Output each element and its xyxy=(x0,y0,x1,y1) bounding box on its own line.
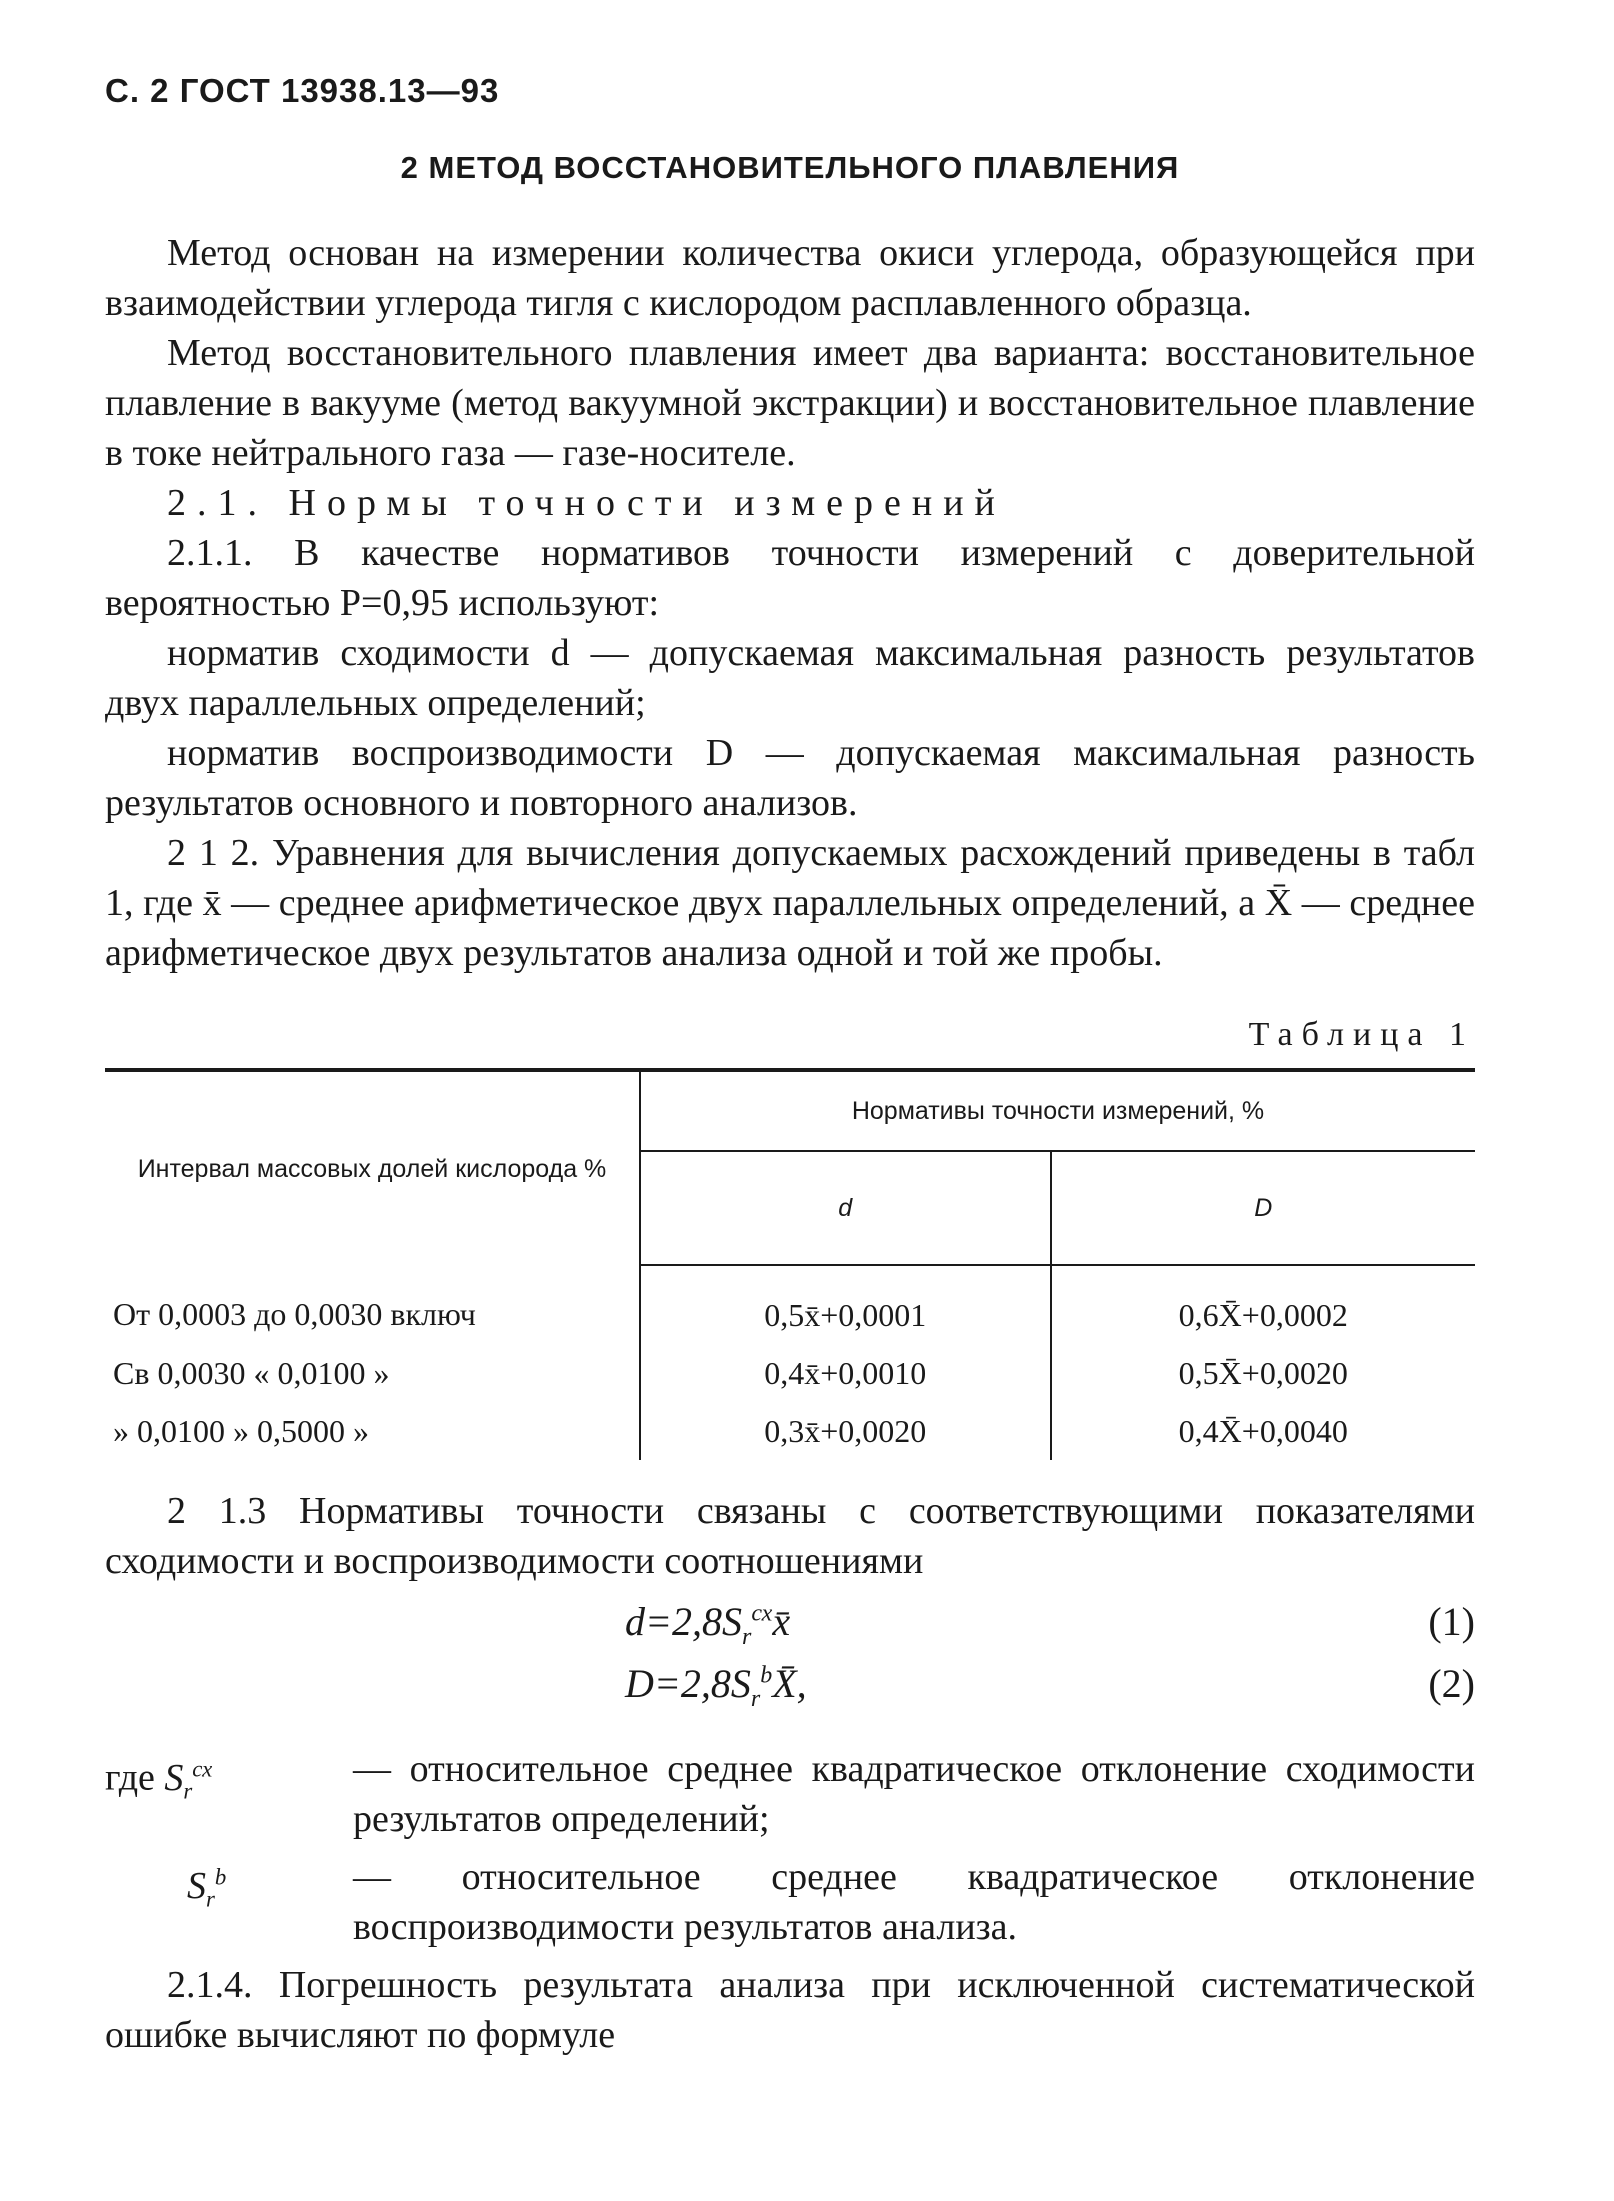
paragraph-method-basis: Метод основан на измерении количества окиси углерода, образующейся при взаимодействии углерода тигля с кислородом расплавленного образца. xyxy=(105,232,1475,324)
cell-d: 0,5x̄+0,0001 xyxy=(640,1265,1051,1344)
paragraph-method-variants: Метод восстановительного плавления имеет два варианта: восстановительное плавление в вакууме (метод вакуумной экстракции) и восстановительное плавление в токе нейтрального газа — газе-носителе. xyxy=(105,332,1475,474)
cell-interval: Св 0,0030 « 0,0100 » xyxy=(105,1344,640,1402)
formula-1 xyxy=(105,1598,1475,1660)
column-header-D: D xyxy=(1051,1151,1475,1265)
cell-D: 0,6X̄+0,0002 xyxy=(1178,1296,1348,1333)
definition-lead: где xyxy=(105,1756,155,1799)
cell-d: 0,3x̄+0,0020 xyxy=(640,1402,1051,1460)
definition-symbol: $S_r^b$ xyxy=(187,1864,227,1912)
formula-1-number: (1) xyxy=(1428,1599,1475,1644)
table-caption: Таблица 1 xyxy=(1248,1016,1475,1053)
column-header-interval: Интервал массовых долей кислорода % xyxy=(105,1070,640,1265)
paragraph-norm-d: норматив сходимости d — допускаемая максимальная разность результатов двух параллельных определений; xyxy=(105,632,1475,724)
formula-1-expression: $d=2,8S_r^{сх}x̄$ xyxy=(625,1599,791,1650)
definition-item xyxy=(105,1852,1475,1952)
definition-text: — относительное среднее квадратическое отклонение воспроизводимости результатов анализа. xyxy=(353,1856,1475,1948)
definition-item xyxy=(105,1744,1475,1844)
paragraph-2-1-3: 2 1.3 Нормативы точности связаны с соответствующими показателями сходимости и воспроизводимости соотношениями xyxy=(105,1490,1475,1582)
formula-2-number: (2) xyxy=(1428,1661,1475,1706)
definitions-list xyxy=(105,1744,1475,1952)
section-title: 2 МЕТОД ВОССТАНОВИТЕЛЬНОГО ПЛАВЛЕНИЯ xyxy=(400,150,1180,185)
formula-2 xyxy=(105,1660,1475,1722)
paragraph-2-1-4: 2.1.4. Погрешность результата анализа при исключенной систематической ошибке вычисляют по формуле xyxy=(105,1964,1475,2056)
definition-symbol: $S_r^{сх}$ xyxy=(164,1756,213,1804)
column-header-group: Нормативы точности измерений, % xyxy=(640,1070,1475,1151)
accuracy-table xyxy=(105,1068,1475,1460)
document-page xyxy=(105,60,1475,2060)
cell-d: 0,4x̄+0,0010 xyxy=(640,1344,1051,1402)
subsection-heading-accuracy: 2.1. Нормы точности измерений xyxy=(167,482,1006,524)
table-row xyxy=(105,1265,1475,1344)
formula-block xyxy=(105,1598,1475,1722)
cell-interval: От 0,0003 до 0,0030 включ xyxy=(105,1265,640,1344)
table-row xyxy=(105,1344,1475,1402)
page-header: С. 2 ГОСТ 13938.13—93 xyxy=(105,72,500,109)
paragraph-norm-D: норматив воспроизводимости D — допускаемая максимальная разность результатов основного и повторного анализов. xyxy=(105,732,1475,824)
table-row xyxy=(105,1402,1475,1460)
formula-2-expression: $D=2,8S_r^bX̄$, xyxy=(625,1661,807,1712)
column-header-d: d xyxy=(640,1151,1051,1265)
cell-D: 0,4X̄+0,0040 xyxy=(1178,1412,1348,1449)
definition-text: — относительное среднее квадратическое отклонение сходимости результатов определений; xyxy=(353,1748,1475,1840)
paragraph-2-1-2: 2 1 2. Уравнения для вычисления допускаемых расхождений приведены в табл 1, где x̄ — среднее арифметическое двух параллельных определений, а X̄ — среднее арифметическое двух результатов анализа одной и той же пробы. xyxy=(105,832,1475,974)
cell-interval: » 0,0100 » 0,5000 » xyxy=(105,1402,640,1460)
paragraph-2-1-1: 2.1.1. В качестве нормативов точности измерений с доверительной вероятностью P=0,95 используют: xyxy=(105,532,1475,624)
cell-D: 0,5X̄+0,0020 xyxy=(1178,1354,1348,1391)
